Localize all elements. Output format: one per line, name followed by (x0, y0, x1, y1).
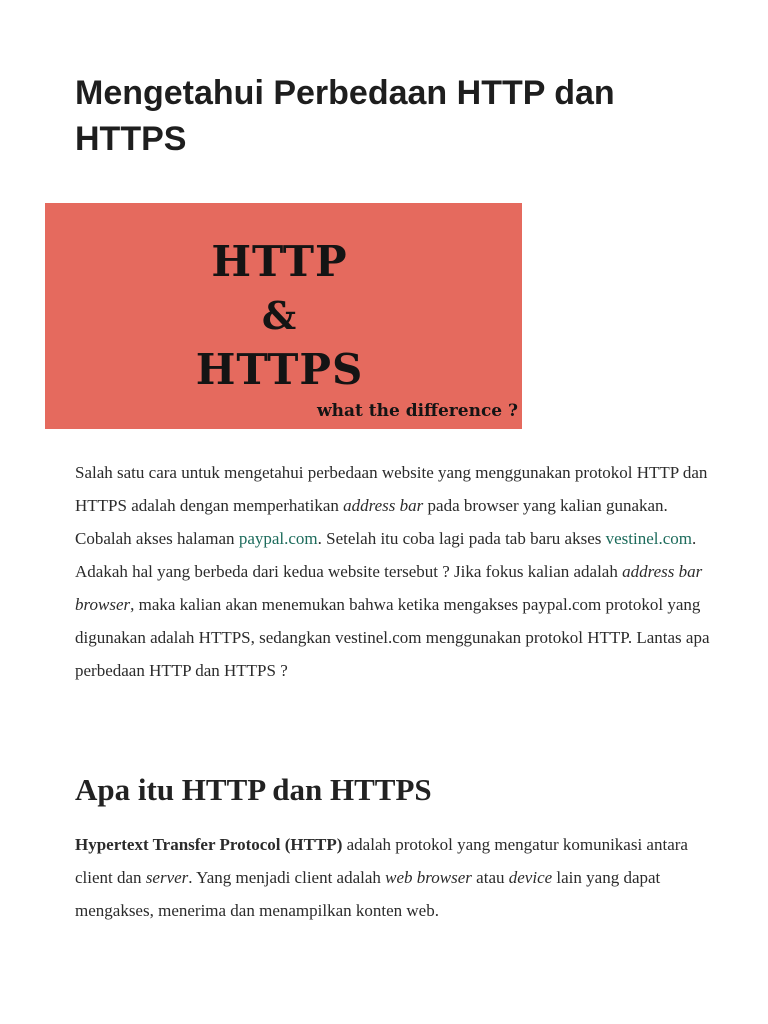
emphasis-address-bar-browser: address bar browser (75, 562, 703, 614)
banner-tagline: what the difference ? (316, 401, 518, 421)
text-span: . Setelah itu coba lagi pada tab baru akses (317, 529, 606, 548)
emphasis-address-bar: address bar (343, 496, 424, 515)
text-span: lain yang dapat mengakses, menerima dan menampilkan konten web. (75, 868, 661, 920)
page-title: Mengetahui Perbedaan HTTP dan HTTPS (75, 74, 615, 158)
emphasis-server: server (145, 868, 189, 887)
text-span: atau (471, 868, 509, 887)
banner-heading (45, 235, 522, 397)
emphasis-web-browser: web browser (385, 868, 472, 887)
text-span: Salah satu cara untuk mengetahui perbedaan website yang menggunakan protokol HTTP dan HTTPS adalah dengan memperhatikan (75, 463, 708, 515)
text-span: adalah protokol yang mengatur komunikasi antara client dan (75, 835, 688, 887)
text-span: . Adakah hal yang berbeda dari kedua website tersebut ? Jika fokus kalian adalah (75, 529, 697, 581)
banner-line-https: HTTPS (195, 345, 364, 394)
vestinel-link[interactable]: vestinel.com (605, 529, 693, 548)
http-definition-paragraph (75, 828, 715, 927)
intro-paragraph (75, 456, 715, 687)
banner-line-ampersand: & (261, 293, 298, 338)
paypal-link[interactable]: paypal.com (238, 529, 318, 548)
term-http: Hypertext Transfer Protocol (HTTP) (75, 835, 343, 854)
text-span: pada browser yang kalian gunakan. Cobalah akses halaman (75, 496, 668, 548)
text-span: , maka kalian akan menemukan bahwa ketika mengakses paypal.com protokol yang digunakan adalah HTTPS, sedangkan vestinel.com menggunakan protokol HTTP. Lantas apa perbedaan HTTP dan HTTPS ? (75, 595, 710, 680)
http-https-banner-image (45, 203, 522, 429)
text-span: . Yang menjadi client adalah (188, 868, 386, 887)
emphasis-device: device (508, 868, 553, 887)
banner-line-http: HTTP (211, 237, 348, 286)
section-heading: Apa itu HTTP dan HTTPS (75, 772, 432, 807)
